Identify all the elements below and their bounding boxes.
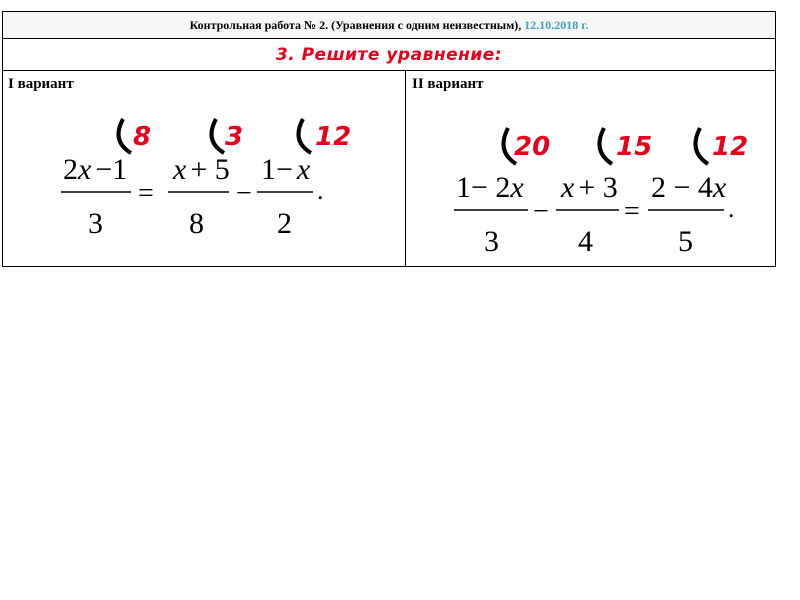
variant-1-label: I вариант xyxy=(8,76,74,92)
frac1-numerator: 1− 2x xyxy=(456,171,524,204)
op1: = xyxy=(138,178,154,209)
multiplier-arc-1 xyxy=(119,119,132,153)
equation-end: . xyxy=(317,176,324,205)
multiplier-1: 20 xyxy=(514,132,551,162)
header-date: 12.10.2018 г. xyxy=(524,18,589,32)
multiplier-arc-3 xyxy=(696,128,709,164)
frac3-numerator: 2 − 4x xyxy=(651,171,727,204)
multiplier-2: 3 xyxy=(225,122,244,152)
multiplier-1: 8 xyxy=(133,122,152,152)
variant-1-equation xyxy=(3,71,406,266)
variant-2-cell xyxy=(406,71,775,266)
header-row xyxy=(3,12,775,39)
frac1-denominator: 3 xyxy=(484,225,499,258)
multiplier-arc-3 xyxy=(299,119,312,153)
multiplier-3: 12 xyxy=(712,132,749,162)
variant-1-cell xyxy=(3,71,406,266)
frac3-denominator: 2 xyxy=(277,207,292,240)
op1: − xyxy=(533,196,549,227)
frac2-denominator: 8 xyxy=(189,207,204,240)
frac3-denominator: 5 xyxy=(678,225,693,258)
task-title: 3. Решите уравнение: xyxy=(3,39,775,71)
header-title: Контрольная работа № 2. (Уравнения с одним неизвестным), xyxy=(189,18,522,32)
frac3-numerator: 1− x xyxy=(261,153,311,186)
multiplier-2: 15 xyxy=(616,132,653,162)
multiplier-arc-2 xyxy=(212,119,225,153)
worksheet-table xyxy=(2,11,776,267)
op2: − xyxy=(236,178,252,209)
frac1-numerator: 2x −1 xyxy=(63,153,128,186)
frac1-denominator: 3 xyxy=(88,207,103,240)
multiplier-3: 12 xyxy=(315,122,352,152)
frac2-denominator: 4 xyxy=(578,225,593,258)
frac2-numerator: x + 5 xyxy=(173,153,230,186)
variant-2-equation xyxy=(406,71,775,266)
op2: = xyxy=(624,196,640,227)
frac2-numerator: x + 3 xyxy=(561,171,618,204)
variant-2-label: II вариант xyxy=(412,76,484,92)
equation-end: . xyxy=(728,194,735,223)
multiplier-arc-2 xyxy=(600,128,613,164)
